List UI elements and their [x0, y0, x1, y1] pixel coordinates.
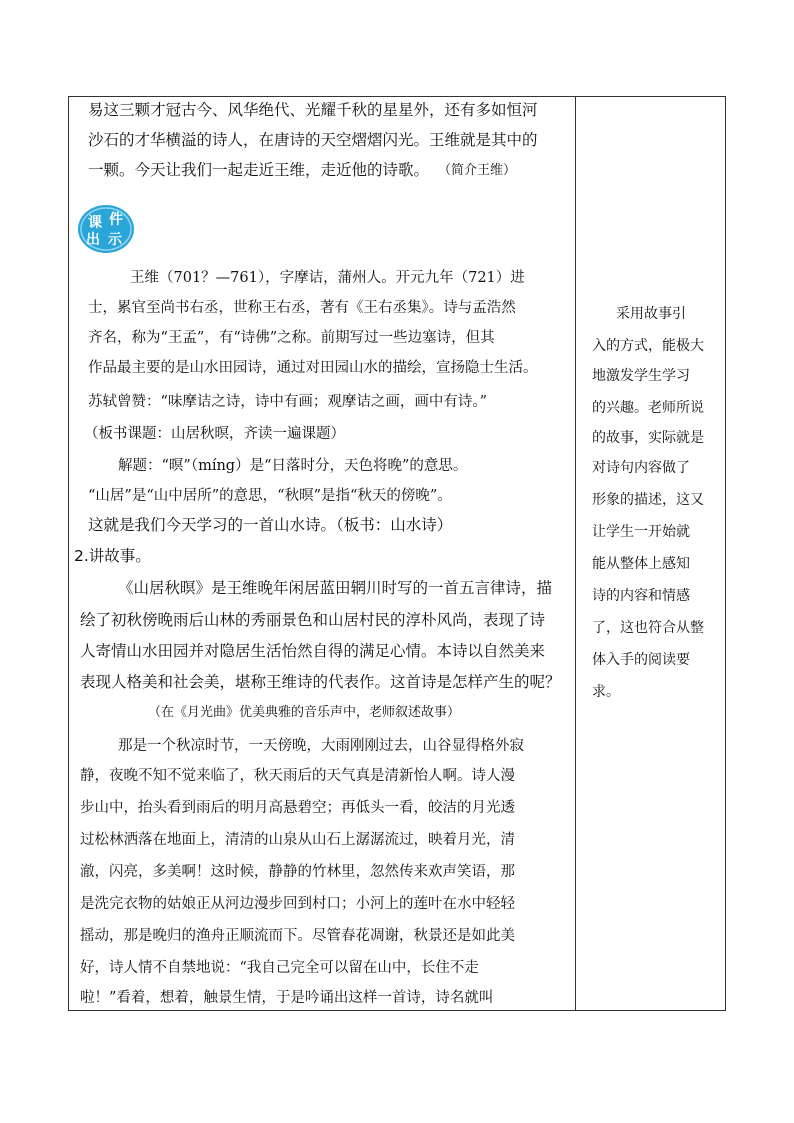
narrative-line: 静，夜晚不知不觉来临了，秋天雨后的天气真是清新怡人啊。诗人漫 [80, 768, 515, 784]
annotation-line: 采用故事引 [616, 306, 686, 322]
intro-line: 沙石的才华横溢的诗人，在唐诗的天空熠熠闪光。王维就是其中的 [88, 131, 538, 149]
bio-line: 这就是我们今天学习的一首山水诗。（板书：山水诗） [88, 516, 453, 534]
bio-line: 作品最主要的是山水田园诗，通过对田园山水的描绘，宣扬隐士生活。 [88, 360, 538, 376]
story-note: （在《月光曲》优美典雅的音乐声中，老师叙述故事） [148, 705, 461, 720]
annotation-line: 的故事，实际就是 [592, 430, 704, 446]
annotation-line: 地激发学生学习 [592, 368, 690, 384]
annotation-line: 形象的描述，这又 [592, 492, 704, 508]
bio-line: （板书课题：山居秋暝，齐读一遍课题） [84, 426, 345, 442]
narrative-line: 过松林洒落在地面上，清清的山泉从山石上潺潺流过，映着月光，清 [80, 832, 515, 848]
narrative-line: 澈，闪亮，多美啊！这时候，静静的竹林里，忽然传来欢声笑语，那 [80, 864, 515, 880]
story-line: 绘了初秋傍晚雨后山林的秀丽景色和山居村民的淳朴风尚，表现了诗 [80, 611, 546, 629]
bio-line: 解题：“暝”（míng）是“日落时分，天色将晚”的意思。 [118, 458, 468, 474]
badge-char: 件 [109, 212, 123, 228]
bio-line: 士，累官至尚书右丞，世称王右丞，著有《王右丞集》。诗与孟浩然 [88, 300, 516, 316]
bio-line: 苏轼曾赞：“味摩诘之诗，诗中有画；观摩诘之画，画中有诗。” [88, 394, 488, 410]
annotation-line: 体入手的阅读要 [592, 652, 690, 668]
annotation-line: 能从整体上感知 [592, 556, 690, 572]
story-line: 《山居秋暝》是王维晚年闲居蓝田辋川时写的一首五言律诗，描 [118, 579, 553, 597]
annotation-line: 求。 [592, 684, 620, 700]
badge-char: 出 [86, 232, 100, 248]
narrative-line: 步山中，抬头看到雨后的明月高悬碧空；再低头一看，皎洁的月光透 [80, 800, 515, 816]
bio-line: “山居”是“山中居所”的意思，“秋暝”是指“秋天的傍晚”。 [88, 488, 452, 504]
story-heading: 2.讲故事。 [74, 547, 151, 565]
annotation-line: 的兴趣。老师所说 [592, 400, 704, 416]
annotation-line: 诗的内容和情感 [592, 588, 690, 604]
annotation-line: 入的方式，能极大 [592, 338, 704, 354]
bio-line: 王维（701？—761），字摩诘，蒲州人。开元九年（721）进 [130, 270, 525, 286]
column-divider [575, 96, 576, 1011]
intro-line: 易这三颗才冠古今、风华绝代、光耀千秋的星星外，还有多如恒河 [88, 101, 538, 119]
badge-char: 课 [88, 215, 102, 231]
annotation-line: 了，这也符合从整 [592, 620, 704, 636]
courseware-badge-icon [76, 200, 138, 254]
story-line: 表现人格美和社会美，堪称王维诗的代表作。这首诗是怎样产生的呢？ [80, 673, 561, 691]
narrative-line: 那是一个秋凉时节，一天傍晚，大雨刚刚过去，山谷显得格外寂 [118, 738, 524, 754]
narrative-line: 摇动，那是晚归的渔舟正顺流而下。尽管春花凋谢，秋景还是如此美 [80, 928, 515, 944]
story-line: 人寄情山水田园并对隐居生活怡然自得的满足心情。本诗以自然美来 [80, 642, 546, 660]
narrative-line: 是洗完衣物的姑娘正从河边漫步回到村口；小河上的莲叶在水中轻轻 [80, 896, 515, 912]
annotation-line: 对诗句内容做了 [592, 460, 690, 476]
intro-note: （简介王维） [438, 163, 517, 178]
annotation-line: 让学生一开始就 [592, 524, 690, 540]
narrative-line: 好，诗人情不自禁地说：“我自己完全可以留在山中，长住不走 [80, 960, 479, 976]
bio-line: 齐名，称为“王孟”，有“诗佛”之称。前期写过一些边塞诗，但其 [88, 330, 495, 346]
badge-char: 示 [108, 232, 122, 248]
intro-line: 一颗。今天让我们一起走近王维，走近他的诗歌。 [88, 161, 430, 179]
narrative-line: 啦！”看着，想着，触景生情，于是吟诵出这样一首诗，诗名就叫 [80, 990, 494, 1006]
